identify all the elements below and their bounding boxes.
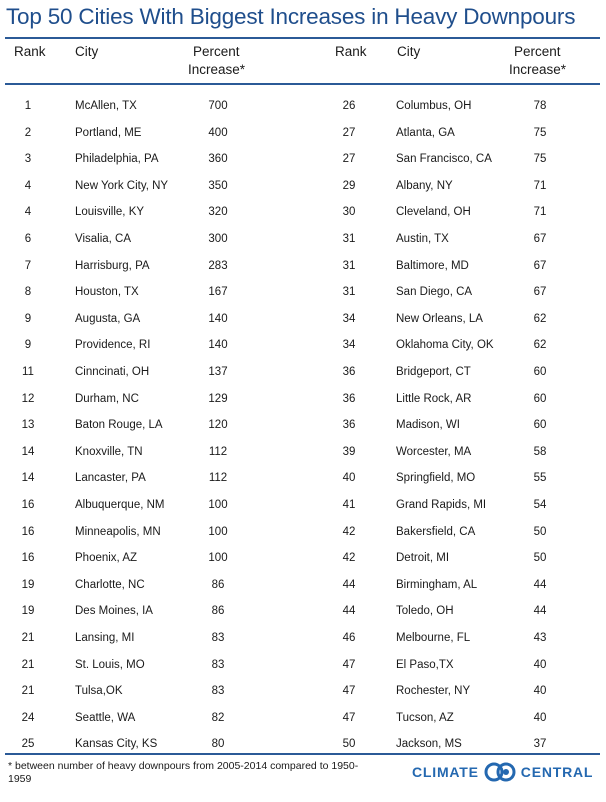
rank-cell: 44 — [342, 579, 356, 591]
percent-cell: 58 — [533, 446, 547, 458]
rank-cell: 14 — [21, 472, 35, 484]
percent-cell: 700 — [208, 100, 228, 112]
city-cell: Lansing, MI — [75, 632, 135, 644]
city-cell: Oklahoma City, OK — [396, 339, 494, 351]
rank-cell: 14 — [21, 446, 35, 458]
rank-cell: 4 — [24, 206, 32, 218]
percent-cell: 40 — [533, 712, 547, 724]
rank-cell: 34 — [342, 313, 356, 325]
city-cell: Melbourne, FL — [396, 632, 471, 644]
rank-cell: 30 — [342, 206, 356, 218]
city-cell: Knoxville, TN — [75, 446, 143, 458]
rank-cell: 27 — [342, 153, 356, 165]
city-cell: St. Louis, MO — [75, 659, 145, 671]
header-rule-bottom — [5, 83, 600, 85]
rank-cell: 21 — [21, 632, 35, 644]
rank-cell: 9 — [24, 313, 32, 325]
rank-cell: 16 — [21, 526, 35, 538]
city-cell: Phoenix, AZ — [75, 552, 138, 564]
city-cell: Louisville, KY — [75, 206, 145, 218]
percent-cell: 140 — [208, 313, 228, 325]
percent-cell: 86 — [211, 579, 225, 591]
rank-cell: 16 — [21, 552, 35, 564]
page-title: Top 50 Cities With Biggest Increases in Heavy Downpours — [6, 4, 576, 29]
percent-cell: 83 — [211, 659, 225, 671]
rank-cell: 24 — [21, 712, 35, 724]
percent-cell: 44 — [533, 605, 547, 617]
rank-cell: 21 — [21, 685, 35, 697]
rank-cell: 25 — [21, 738, 35, 750]
percent-cell: 37 — [533, 738, 547, 750]
city-cell: Durham, NC — [75, 393, 139, 405]
percent-cell: 67 — [533, 286, 547, 298]
city-cell: Rochester, NY — [396, 685, 471, 697]
percent-cell: 137 — [208, 366, 228, 378]
percent-cell: 400 — [208, 127, 228, 139]
city-cell: Charlotte, NC — [75, 579, 145, 591]
city-cell: Birmingham, AL — [396, 579, 478, 591]
header-increase-right: Increase* — [509, 62, 567, 77]
rank-cell: 36 — [342, 419, 356, 431]
rank-cell: 41 — [342, 499, 356, 511]
rank-cell: 31 — [342, 233, 356, 245]
percent-cell: 78 — [533, 100, 547, 112]
city-cell: Bridgeport, CT — [396, 366, 471, 378]
percent-cell: 120 — [208, 419, 228, 431]
city-cell: Austin, TX — [396, 233, 449, 245]
percent-cell: 83 — [211, 685, 225, 697]
city-cell: New York City, NY — [75, 180, 169, 192]
city-cell: Kansas City, KS — [75, 738, 158, 750]
climate-central-logo — [412, 761, 602, 783]
city-cell: Houston, TX — [75, 286, 139, 298]
rank-cell: 6 — [24, 233, 32, 245]
percent-cell: 67 — [533, 233, 547, 245]
rank-cell: 29 — [342, 180, 356, 192]
header-city-right: City — [397, 44, 421, 59]
rank-cell: 31 — [342, 286, 356, 298]
percent-cell: 140 — [208, 339, 228, 351]
city-cell: Minneapolis, MN — [75, 526, 161, 538]
city-cell: Springfield, MO — [396, 472, 476, 484]
percent-cell: 100 — [208, 552, 228, 564]
rank-cell: 39 — [342, 446, 356, 458]
percent-cell: 75 — [533, 127, 547, 139]
rank-cell: 8 — [24, 286, 32, 298]
rank-cell: 4 — [24, 180, 32, 192]
city-cell: Toledo, OH — [396, 605, 454, 617]
city-cell: San Diego, CA — [396, 286, 473, 298]
header-increase-left: Increase* — [188, 62, 246, 77]
percent-cell: 60 — [533, 366, 547, 378]
percent-cell: 80 — [211, 738, 225, 750]
rank-cell: 9 — [24, 339, 32, 351]
city-cell: Jackson, MS — [396, 738, 462, 750]
rank-cell: 12 — [21, 393, 35, 405]
city-cell: Visalia, CA — [75, 233, 132, 245]
rank-cell: 46 — [342, 632, 356, 644]
city-cell: Madison, WI — [396, 419, 460, 431]
percent-cell: 44 — [533, 579, 547, 591]
percent-cell: 54 — [533, 499, 547, 511]
logo-right-word: CENTRAL — [520, 764, 594, 780]
percent-cell: 40 — [533, 659, 547, 671]
header-rank-left: Rank — [14, 44, 46, 59]
rank-cell: 47 — [342, 685, 356, 697]
percent-cell: 55 — [533, 472, 547, 484]
rank-cell: 3 — [24, 153, 32, 165]
rank-cell: 19 — [21, 579, 35, 591]
rank-cell: 50 — [342, 738, 356, 750]
header-rank-right: Rank — [335, 44, 367, 59]
rank-cell: 42 — [342, 526, 356, 538]
rank-cell: 36 — [342, 393, 356, 405]
city-cell: Atlanta, GA — [396, 127, 455, 139]
percent-cell: 300 — [208, 233, 228, 245]
city-cell: Lancaster, PA — [75, 472, 146, 484]
header-percent-left: Percent — [193, 44, 240, 59]
percent-cell: 100 — [208, 499, 228, 511]
percent-cell: 40 — [533, 685, 547, 697]
rank-cell: 31 — [342, 260, 356, 272]
percent-cell: 112 — [208, 446, 228, 458]
city-cell: Grand Rapids, MI — [396, 499, 487, 511]
percent-cell: 43 — [533, 632, 547, 644]
percent-cell: 86 — [211, 605, 225, 617]
percent-cell: 283 — [208, 260, 228, 272]
city-cell: Des Moines, IA — [75, 605, 153, 617]
rank-cell: 21 — [21, 659, 35, 671]
percent-cell: 75 — [533, 153, 547, 165]
rank-cell: 44 — [342, 605, 356, 617]
rank-cell: 16 — [21, 499, 35, 511]
rank-cell: 47 — [342, 712, 356, 724]
footer-rule — [5, 753, 600, 755]
rank-cell: 2 — [24, 127, 32, 139]
percent-cell: 50 — [533, 526, 547, 538]
percent-cell: 60 — [533, 419, 547, 431]
percent-cell: 320 — [208, 206, 228, 218]
rank-cell: 7 — [24, 260, 32, 272]
city-cell: Albuquerque, NM — [75, 499, 165, 511]
percent-cell: 62 — [533, 313, 547, 325]
city-cell: Baltimore, MD — [396, 260, 469, 272]
percent-cell: 71 — [533, 206, 547, 218]
rank-cell: 1 — [24, 100, 32, 112]
percent-cell: 67 — [533, 260, 547, 272]
header-city-left: City — [75, 44, 99, 59]
city-cell: Cleveland, OH — [396, 206, 471, 218]
city-cell: Seattle, WA — [75, 712, 136, 724]
percent-cell: 112 — [208, 472, 228, 484]
city-cell: San Francisco, CA — [396, 153, 492, 165]
rank-cell: 19 — [21, 605, 35, 617]
city-cell: Philadelphia, PA — [75, 153, 159, 165]
city-cell: Providence, RI — [75, 339, 151, 351]
city-cell: Harrisburg, PA — [75, 260, 150, 272]
city-cell: McAllen, TX — [75, 100, 137, 112]
rank-cell: 47 — [342, 659, 356, 671]
percent-cell: 167 — [208, 286, 228, 298]
percent-cell: 50 — [533, 552, 547, 564]
city-cell: Detroit, MI — [396, 552, 450, 564]
rank-cell: 40 — [342, 472, 356, 484]
rank-cell: 26 — [342, 100, 356, 112]
city-cell: Worcester, MA — [396, 446, 472, 458]
percent-cell: 60 — [533, 393, 547, 405]
rank-cell: 34 — [342, 339, 356, 351]
city-cell: New Orleans, LA — [396, 313, 483, 325]
city-cell: Augusta, GA — [75, 313, 141, 325]
rank-cell: 13 — [21, 419, 35, 431]
percent-cell: 71 — [533, 180, 547, 192]
rank-cell: 11 — [22, 366, 34, 378]
percent-cell: 350 — [208, 180, 228, 192]
rank-cell: 42 — [342, 552, 356, 564]
city-cell: Bakersfield, CA — [396, 526, 476, 538]
header-percent-right: Percent — [514, 44, 561, 59]
percent-cell: 62 — [533, 339, 547, 351]
city-cell: Cinncinati, OH — [75, 366, 150, 378]
header-rule-top — [5, 37, 600, 39]
percent-cell: 82 — [211, 712, 225, 724]
percent-cell: 100 — [208, 526, 228, 538]
percent-cell: 129 — [208, 393, 228, 405]
logo-left-word: CLIMATE — [412, 764, 479, 780]
city-cell: Baton Rouge, LA — [75, 419, 163, 431]
city-cell: Tucson, AZ — [396, 712, 454, 724]
percent-cell: 360 — [208, 153, 228, 165]
city-cell: Columbus, OH — [396, 100, 472, 112]
footnote: * between number of heavy downpours from 2005-2014 compared to 1950-1959 — [8, 760, 359, 785]
city-cell: Tulsa,OK — [75, 685, 123, 697]
rank-cell: 27 — [342, 127, 356, 139]
city-cell: Portland, ME — [75, 127, 142, 139]
percent-cell: 83 — [211, 632, 225, 644]
city-cell: Albany, NY — [396, 180, 453, 192]
rank-cell: 36 — [342, 366, 356, 378]
logo-icon — [483, 762, 517, 782]
city-cell: El Paso,TX — [396, 659, 454, 671]
city-cell: Little Rock, AR — [396, 393, 472, 405]
